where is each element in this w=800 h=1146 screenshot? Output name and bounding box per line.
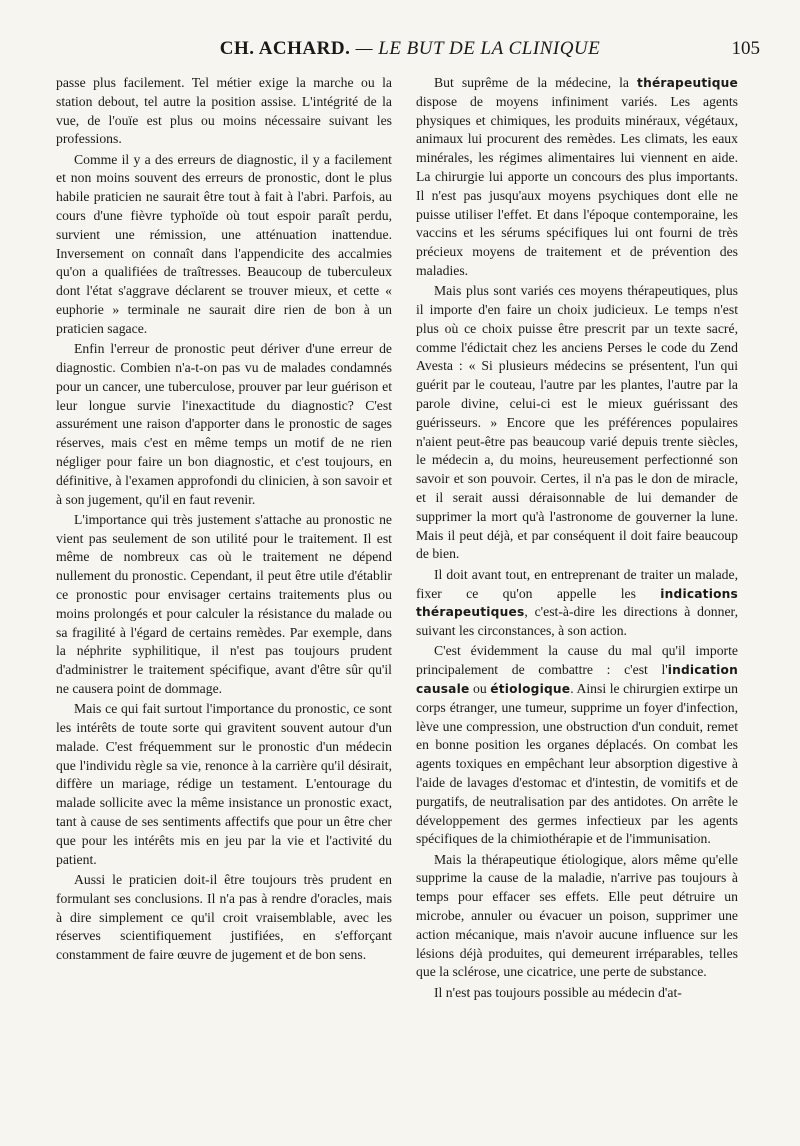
text-run: But suprême de la médecine, la xyxy=(434,75,638,90)
key-term: thérapeutique xyxy=(637,76,738,90)
text-run: C'est évidemment la cause du mal qu'il importe principalement de combattre : c'est l' xyxy=(416,643,738,678)
paragraph: L'importance qui très justement s'attache au pronostic ne vient pas seulement de son utilité pour le traitement. Il est même de nombreux cas où le traitement ne dépend nullement du pronostic. Cependant, il peut être utile d'établir ce pronostic pour envisager certains traitements plus ou moins prolongés et pour calculer la résistance du malade ou sa fragilité à l'égard de certains remèdes. Par exemple, dans la néphrite syphilitique, il n'est pas toujours prudent d'administrer le traitement spécifique, avant d'être sûr qu'il ne causera point de dommage. xyxy=(56,511,392,696)
text-run: . Ainsi le chirurgien extirpe un corps étranger, une tumeur, supprime un foyer d'infection, lève une compression, une obstruction d'un conduit, remet en bonne position les organes déplacés. On combat les agents toxiques en empêchant leur absorption digestive à l'aide de lavages d'estomac et d'intestin, de vomitifs et de purgatifs, de neutralisation par des antidotes. On arrête le développement des germes infectieux par les agents spécifiques de la chimiothérapie et de l'immunisation. xyxy=(416,681,738,847)
running-head-author: CH. ACHARD. xyxy=(219,38,351,59)
paragraph: Mais ce qui fait surtout l'importance du pronostic, ce sont les intérêts de toute sorte qui gravitent souvent autour d'un malade. C'est fréquemment sur le pronostic d'un médecin que l'individu règle sa vie, renonce à la carrière qu'il désirait, diffère un mariage, rédige un testament. L'entourage du malade sollicite avec la même insistance un pronostic exact, tant à cause de ses sentiments affectifs que pour un être cher que pour les intérêts mis en jeu par la vie et l'activité du patient. xyxy=(56,701,392,867)
paragraph: Enfin l'erreur de pronostic peut dériver d'une erreur de diagnostic. Combien n'a-t-on pas vu de malades condamnés pour un cancer, une tuberculose, prouver par leur guérison et leur longue survie l'inexactitude du diagnostic? C'est assurément une raison d'apporter dans le pronostic de sages réserves, mais c'est en même temps un motif de ne rien négliger pour faire un bon diagnostic, et c'est toujours, en définitive, à l'examen approfondi du clinicien, à son savoir et à son jugement, qu'il en faut revenir. xyxy=(56,341,392,507)
text-run: dispose de moyens infiniment variés. Les agents physiques et chimiques, les produits minéraux, végétaux, animaux lui procurent des remèdes. Les climats, les eaux minérales, les régimes alimentaires lui viennent en aide. La chirurgie lui apporte un concours des plus importants. Il n'est pas jusqu'aux moyens psychiques dont elle ne puisse utiliser l'effet. Et dans l'époque contemporaine, les vaccins et les sérums spécifiques lui ont fourni de très précieux moyens de traitement et de prévention des maladies. xyxy=(416,93,738,278)
paragraph-therapeutique xyxy=(416,74,738,281)
paragraph: passe plus facilement. Tel métier exige la marche ou la station debout, tel autre la position assise. L'intégrité de la vue, de l'ouïe est plus ou moins nécessaire suivant les professions. xyxy=(56,75,392,147)
paragraph: Comme il y a des erreurs de diagnostic, il y a facilement et non moins souvent des erreurs de pronostic, dont le plus habile praticien ne saurait être tout à fait à l'abri. Parfois, au cours d'une fièvre typhoïde où tout espoir paraît perdu, survient une rémission, une atténuation inattendue. Inversement on connaît dans l'appendicite des accalmies qu'on a qualifiées de traîtresses. Beaucoup de tuberculeux dont l'état s'aggrave déclarent se trouver mieux, et cette « euphorie » terminale ne saurait dire rien de bon à un praticien sagace. xyxy=(56,151,392,336)
page-header xyxy=(60,38,760,66)
paragraph-indication-causale xyxy=(416,642,738,849)
paragraph: Mais plus sont variés ces moyens thérapeutiques, plus il importe d'en faire un choix judicieux. Le temps n'est plus où ce choix puisse être prescrit par un texte sacré, comme l'édictait chez les anciens Perses le code du Zend Avesta : « Si plusieurs médecins se présentent, l'un qui guérit par le couteau, l'autre par les plantes, l'autre par la parole divine, celui-ci est le mieux guérissant des guérisseurs. » Encore que les préférences populaires n'aient peut-être pas beaucoup varié depuis trente siècles, le médecin a, du moins, heureusement perfectionné son savoir et son pouvoir. Certes, il n'a pas le don de miracle, et il serait aussi déraisonnable de lui demander de supprimer la mort qu'à l'astronome de gouverner la lune. Mais il peut déjà, et par conséquent il doit faire beaucoup de bien. xyxy=(416,283,738,562)
text-run: Il doit avant tout, en entreprenant de traiter un malade, fixer ce qu'on appelle les xyxy=(416,566,738,601)
running-head-separator: — xyxy=(355,38,373,59)
running-head xyxy=(60,38,760,60)
paragraph: Il n'est pas toujours possible au médecin d'at- xyxy=(434,984,682,1000)
key-term: indication causale xyxy=(416,663,738,696)
paragraph: Mais la thérapeutique étiologique, alors même qu'elle supprime la cause de la maladie, n'arrive pas toujours à temps pour effacer ses effets. Elle peut détruire un microbe, annuler ou évacuer un poison, supprimer une action mécanique, mais n'avoir aucune influence sur les lésions déjà produites, qui demeurent irréparables, telles que la sclérose, une cicatrice, une perte de substance. xyxy=(416,851,738,980)
key-term: étiologique xyxy=(490,682,571,696)
key-term: indications thérapeutiques xyxy=(416,586,738,620)
paragraph-indications xyxy=(416,566,738,641)
page-number: 105 xyxy=(731,38,760,59)
right-column xyxy=(416,74,738,1086)
running-head-title: LE BUT DE LA CLINIQUE xyxy=(378,38,601,59)
left-column xyxy=(56,74,392,1086)
paragraph: Aussi le praticien doit-il être toujours très prudent en formulant ses conclusions. Il n'a pas à rendre d'oracles, mais à dire simplement ce qu'il croit vraisemblable, avec les réserves scientifiquement justifiées, en s'efforçant constamment de faire œuvre de jugement et de bon sens. xyxy=(56,871,392,963)
text-run: , c'est-à-dire les directions à donner, suivant les circonstances, à son action. xyxy=(416,604,738,639)
text-run: ou xyxy=(469,681,491,696)
